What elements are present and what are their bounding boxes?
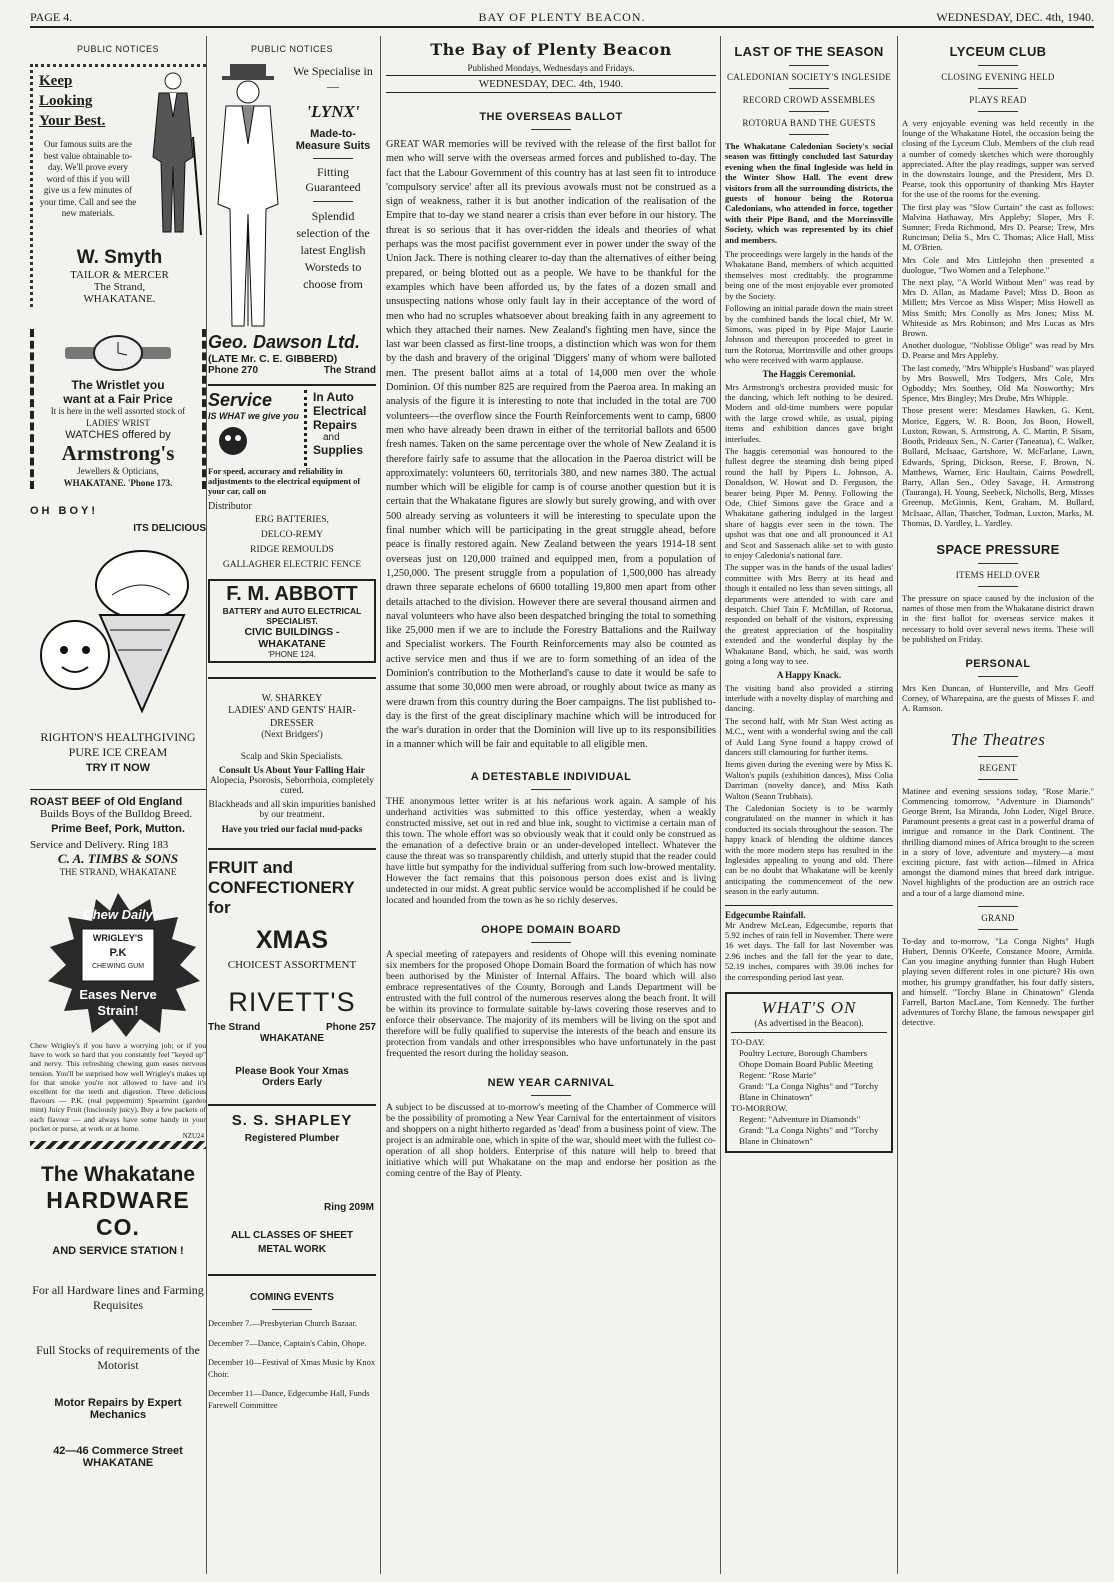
whats-on-tomorrow-2: Grand: "La Conga Nights" and "Torchy Blane in Chinatown" [739, 1125, 879, 1147]
timbs-ad [30, 789, 206, 877]
sawtooth-border [30, 1141, 206, 1149]
caledonian-p9: The Caledonian Society is to be warmly congratulated on the manner in which it has conducted its socials throughout the season. The happy knack of blending the oldtime dances with the more modern steps has resulted in the Inglesides appealing to young and old. There can be no doubt that Whakatane will be keenly anticipating the commencement of the new season in the early autumn. [725, 802, 893, 897]
personal-text: Mrs Ken Duncan, of Hunterville, and Mrs Geoff Corney, of Wharepaina, are the guests of Misses F. and A. Ramson. [902, 682, 1094, 714]
timbs-line-2: Prime Beef, Pork, Mutton. [51, 823, 185, 835]
rivett-line-5: Please Book Your Xmas [235, 1066, 349, 1077]
armstrong-name: Armstrong's [61, 441, 175, 465]
wrigley-ad [30, 891, 206, 1141]
timbs-address: THE STRAND, WHAKATANE [59, 867, 177, 877]
lyceum-p4: The next play, "A World Without Men" was read by Mrs D. Allan, as Madame Pavel; Miss D. Boon as Millett; Mrs Vercoe as Miss Wisper; Miss Howell as Miss Smith; Mrs Conolly as Mrs Jones; Miss M. Whiteside as Mrs Robinson; and Mrs Lucas as Mrs Brown. [902, 277, 1094, 339]
dawson-late: (LATE Mr. C. E. GIBBERD) [208, 353, 338, 365]
theatres-regent: REGENT [979, 762, 1017, 773]
caledonian-p4: The haggis ceremonial was honoured to the fullest degree the steaming dish being piped round the hall by Pipers L. Johnson, A. Donaldson, W. Howat and D. Ferguson, the bearer being Piper M. Penny. Following the Ode, Chief Simons gave the Grace and a Whakatane gathering indulged in the largest share of haggis ever seen in the town. The upshot was that one and all pronounced it A1 and Scot and Sassenach alike set to with gusto to enjoy Caledonia's national fare. [725, 445, 893, 561]
caledonian-lead: The Whakatane Caledonian Society's social season was fittingly concluded last Saturday evening when the final Ingleside was held in the Winter Show Hall. The event drew visitors from all the surrounding districts, the guests of honour being the Rotorua Caledonians, who attended in force, together with their Pipe Band, and the Morrinsville Society, which was represented by its chief and members. [725, 141, 893, 245]
dawson-lynx: 'LYNX' [306, 102, 360, 121]
page-number: PAGE 4. [30, 10, 73, 24]
abbott-r1: In Auto [313, 390, 354, 404]
hardware-line-6: Motor Repairs by Expert Mechanics [54, 1397, 182, 1421]
armstrong-line-2: want at a Fair Price [63, 392, 173, 406]
hardware-line-5: Full Stocks of requirements of the Motorist [36, 1343, 200, 1372]
caledonian-title: LAST OF THE SEASON [734, 44, 884, 59]
ballot-text: GREAT WAR memories will be revived with the release of the first ballot for men who will serve with the overseas armed forces and published to-day. The fact that the Labour Government of this country has at last seen fit to introduce 'compulsory service' after all its previous avowals must not be construed as a sign of weakness, rather it is but another indication of the realisation of the Empire that to-day we stand nearer a crisis than ever before in our history. The threat is so serious that it has over-ridden the ideals and theories of what perhaps was the most pacifist government ever in power under the sway of the Union Jack. There is nothing clearer to-day than the alternatives of either being prepared, or being blotted out as a people. We have to be thankful for the examples which have been afforded us, by the fates of a dozen small and unsuspecting nations whose only fault lay in their acceptance of the word of men who had no scruples whatsoever about breaking faith in any agreement to which they attached their names. New Zealand's fighting men have, since the last war been classed as first-line troops, a distinction which was won for them by the dash and bravery of the original 'Diggers' many of whom were balloted men. The present ballot aims at a total of 14,000 men over the whole Dominion. Of this number 825 are required from the Paeroa area. In making an analysis of the figure it is interesting to note that included in the total are 700 volunteers—the overflow since the Fourth Reinforcements went to camp, 6800 men who have already been drawn in either of the territorial ballots and 6500 fresh names. Taken on the same percentage over the whole of New Zealand it is therefore fairly safe to assume that the allocation in the Paeroa district will be approximately: volunteers 60, territorials 380, and new names 380. The actual number which will be eligible for camp is of course another question but it is certain that the Whakatane figures are slowly but surely growing, and with over 500 already serving as volunteers it will be interesting to speculate upon the final number which will be participating in the great struggle ahead, before peace is finally restored again. New Zealand between the years 1914-18 sent overseas just on 120,000 trained and equipped men, from a population of 1,250,000. The present struggle from a population of 1,500,000 has already drawn three separate echelons of 6600 totalling 19,800 men apart from other details attached to the division. However there are several thousand airmen and naval volunteers who have also been despatched bringing the total to something like 25,000 men if we are to include the Forestry Battalions and the Railway and Specialist workers. The Fourth Reinforcements may also be counted as active service men and thus if we are to form something of an idea of the Dominion's contribution to the Motherland's cause to date it would be safe to assume that some 30,000 men were abroad, or roughly about twice as many as were drawn from this country during the Boer campaigns. The list published to-day is the first of the great disciplinary machine which will be introduced for the war's duration in order that the Dominion will live up to its responsibilities in a manner which will be fair and equitable to all eligible men. [386, 139, 716, 751]
lyceum-p2: The first play was "Slow Curtain" the cast as follows: Malvina Hathaway, Mrs Appleby; Sloper, Mrs F. Sumner; Freda Richmond, Mrs D. Pearse; Trew, Mrs Runciman; Delia S., Mrs C. Thomas; Alice Hall, Miss M. O'Brien. [902, 201, 1094, 253]
icecream-line-2: PURE ICE CREAM [68, 745, 168, 759]
smyth-headline-1: Keep [39, 73, 73, 89]
caledonian-p2: Following an initial parade down the main street by the combined bands the local chief, Mr W. Simons, was piped in by Pipe Major Laurie Johnson and thereupon proceeded to greet in turn the Rotorua, Morrinsville and other groups who were received with warm applause. [725, 303, 893, 366]
event-item: December 11—Dance, Edgecumbe Hall, Funds Farewell Committee [208, 1388, 370, 1410]
page-header [30, 8, 1094, 28]
timbs-line-3: Service and Delivery. Ring 183 [30, 839, 169, 851]
shapley-line-3: METAL WORK [258, 1244, 326, 1255]
abbott-item-2: DELCO-REMY [260, 530, 324, 540]
wrigley-text: Chew Wrigley's if you have a worrying job; or if you have to work so hard that you constantly feel "keyed up" and nervy. This refreshing chewing gum eases nervous tension. You'll be surprised how well Wrigley's makes up for that smoke you're not allowed to have and it's excellent for the teeth and digestion. Three delicious flavours — P.K. (real peppermint) Spearmint (garden mint) Juicy Fruit (lusciously juicy). Buy a few packets of each flavour — and always have some handy in your pocket or purse, at work or at home. [30, 1041, 206, 1133]
lyceum-text: A very enjoyable evening was held recently in the lounge of the Whakatane Hotel, the occasion being the closing of the Lyceum Club. Members of the club read a number of comedy sketches which were thoroughly appreciated. After the play readings, supper was served in the downstairs lounge, and the President, Mrs D. Pearse, took this opportunity of thanking Mrs Hayter for the use of the rooms for the evening. [902, 118, 1094, 200]
dawson-line-4: Splendid selection of the latest English Worsteds to choose from [296, 209, 370, 291]
shapley-line-2: ALL CLASSES OF SHEET [230, 1230, 354, 1241]
lyceum-p6: The last comedy, "Mrs Whipple's Husband" was played by Mrs Boswell, Mrs Todgers, Mrs Cole, Mrs Ogboddy; Mrs Southey, Old Ma Nosworthy; Mrs Spence, Mrs Bingley; Mrs Drube, Mrs Whipple. [902, 362, 1094, 404]
sharkey-line-4: Consult Us About Your Falling Hair [219, 766, 365, 776]
rivett-line-3: XMAS [255, 926, 329, 954]
caledonian-p8: Items given during the evening were by Miss K. Walton's pupils (exhibition dances), Miss Colia Darriman (novelty dance), and Miss Kath Walton (Seann Trubhais). [725, 759, 893, 801]
caledonian-p7: The second half, with Mr Stan West acting as M.C., went with a wonderful swing and the call of Auld Lang Syne found a happy crowd of dancers still clamouring for further items. [725, 715, 893, 757]
issue-date: WEDNESDAY, DEC. 4th, 1940. [936, 10, 1094, 24]
smyth-addr-2: WHAKATANE. [83, 293, 156, 305]
caledonian-haggis-heading: The Haggis Ceremonial. [762, 368, 856, 379]
icecream-line-3: TRY IT NOW [85, 762, 151, 774]
caledonian-p6: The visiting band also provided a stirring interlude with a novelty display of marching and dancing. [725, 682, 893, 714]
event-item: December 7.—Presbyterian Church Bazaar. [208, 1318, 357, 1328]
column-news-2 [902, 36, 1094, 1574]
lyceum-p7: Those present were: Mesdames Hawken, G. Kent, Morice, Eggers, W. R. Boon, Jos Boon, Howell, Luxton, Rowan, S. Armstrong, A. C. Martin, P. Sisam, Booth, Prideaux Sen., N. Carter (Taneatua), C. Walker, Bullard, McIsaac, Gartshore, W. McFarlane, Lawn, Edwards, Spring, Dickson, Reese, F. Brown, N. Matthews, Warner, Eric Haultain, Cairns Powdrell, Barry, Allan Sen., Otley Savage, H. Armstrong (Tauranga), H. Young, Seebeck, Nicholls, Berg, Misses Greenup, McGinnis, Kent, Graham, M. Bullard, McIsaac, Allan, Thatcher, Todman, Luxton, Marks, M. Thomas, D. Yardley, L. Yardley. [902, 405, 1094, 528]
abbott-item-3: RIDGE REMOULDS [250, 545, 334, 555]
dawson-name: Geo. Dawson Ltd. [208, 332, 361, 352]
event-item: December 7—Dance, Captain's Cabin, Ohope. [208, 1337, 367, 1348]
icecream-line-1: RIGHTON'S HEALTHGIVING [40, 730, 196, 744]
space-text: The pressure on space caused by the inclusion of the names of those men from the Whakatane district drawn in the first ballot for overseas service makes it necessary to hold over several news items. These will be published on Friday. [902, 592, 1094, 644]
rivett-line-1: FRUIT and [208, 858, 293, 877]
whats-on-title: WHAT'S ON [761, 998, 857, 1018]
ice-cream-cone-illustration [30, 535, 206, 715]
personal-title: PERSONAL [965, 657, 1031, 670]
detestable-title: A DETESTABLE INDIVIDUAL [470, 770, 632, 783]
sharkey-ad [208, 677, 376, 834]
hardware-ad [30, 1163, 206, 1469]
smyth-addr-1: The Strand, [93, 281, 146, 293]
dawson-line-2: Made-to-Measure Suits [295, 128, 371, 152]
wrigley-brand: WRIGLEY'S [92, 933, 144, 943]
ohope-title: OHOPE DOMAIN BOARD [481, 923, 621, 936]
ohope-text: A special meeting of ratepayers and residents of Ohope will this evening nominate six members for the proposed Ohope Domain Board the formation of which has now been authorised by the Minister of Internal Affairs. The board which will also embrace representatives of the County, Borough and Lands Department will be entrusted with the full control of the numerous reserves along the beach front. It will be within its province to formulate suitable by-laws covering those reserves and to enforce their observance. The majority of its members will be living on the spot and therefore will be fully qualified to supervise the interests of the beach and ensure its protection from vandals and other irresponsibles who have unfortunately in the past frequented the resort during the holiday season. [386, 948, 716, 1059]
space-title: SPACE PRESSURE [936, 541, 1060, 557]
sharkey-line-5: Alopecia, Psorosis, Seborrhoia, completely cured. [209, 776, 375, 796]
rivett-phone: Phone 257 [325, 1022, 376, 1033]
smyth-headline-2: Looking [39, 93, 93, 109]
armstrong-line-5: Jewellers & Opticians, [77, 466, 159, 476]
wrigley-strain: Strain! [97, 1003, 139, 1018]
sharkey-name: W. SHARKEY [261, 693, 323, 704]
column-public-notices-1 [30, 36, 206, 1574]
abbott-item-1: ERG BATTERIES, [255, 515, 329, 525]
caledonian-knack-heading: A Happy Knack. [776, 669, 842, 680]
column-editorial [386, 36, 716, 1574]
abbott-r5: Supplies [313, 443, 364, 457]
man-in-suit-illustration [208, 64, 288, 334]
abbott-r6: For speed, accuracy and reliability in adjustments to the electrical equipment of your car, call on [208, 466, 361, 496]
shapley-ring: Ring 209M [323, 1202, 374, 1213]
sharkey-line-6: Blackheads and all skin impurities banished by our treatment. [208, 800, 376, 820]
abbott-line-2: CIVIC BUILDINGS - WHAKATANE [244, 626, 340, 650]
smyth-text: Our famous suits are the best value obtainable to-day. We'll prove every word of this if you will give us a few minutes of your time. Call and see the new materials. [39, 139, 137, 218]
shapley-name: S. S. SHAPLEY [231, 1112, 353, 1129]
theatres-grand-text: To-day and to-morrow, "La Conga Nights" Hugh Hubert, Dennis O'Keefe, Constance Moore, Armida. Can you imagine anything funnier than Hugh Hubert playing seven different roles in one picture? His own mother, his grumpy grandfather, his four daffy sisters, and himself. "Torchy Blane in Chinatown" Glenda Farrell, Barton MacLane, Tom Kennedy. The further adventures of Torchy Blane, the famous newspaper girl detective. [902, 935, 1094, 1028]
whats-on-today-1: Poultry Lecture, Borough Chambers [739, 1048, 868, 1059]
lyceum-sub-2: PLAYS READ [969, 95, 1027, 105]
abbott-line-1: BATTERY and AUTO ELECTRICAL SPECIALIST. [222, 606, 362, 626]
armstrong-line-6: WHAKATANE. 'Phone 173. [63, 477, 173, 488]
carnival-text: A subject to be discussed at to-morrow's meeting of the Chamber of Commerce will be the possibility of promoting a New Year Carnival for the entertainment of visitors and shoppers on a night hitherto regarded as 'dead' from a business point of view. The project is an admirable one, which in spite of the war, should meet with the fullest co-operation of all shop holders. Enterprise of this nature will help to breed that initiative which will put Whakatane on the map and endorse her position as the coming centre of the Bay of Plenty. [386, 1101, 716, 1179]
rivett-line-4: CHOICEST ASSORTMENT [227, 959, 357, 971]
hardware-line-3: AND SERVICE STATION ! [52, 1245, 184, 1257]
paper-name: BAY OF PLENTY BEACON. [478, 10, 646, 24]
rivett-strand: The Strand [208, 1022, 261, 1033]
wrigley-code: NZU24 [182, 1132, 204, 1140]
whats-on-today: TO-DAY. [731, 1037, 765, 1048]
smyth-trade: TAILOR & MERCER [70, 269, 169, 281]
theatres-grand: GRAND [981, 912, 1015, 923]
timbs-headline: ROAST BEEF of Old England [30, 796, 183, 808]
section-title: PUBLIC NOTICES [250, 44, 333, 54]
cartoon-mechanic-icon [208, 421, 258, 461]
sharkey-line-7: Have you tried our facial mud-packs [221, 824, 363, 834]
lyceum-sub-1: CLOSING EVENING HELD [941, 72, 1055, 82]
abbott-is: IS WHAT we give you [208, 411, 299, 421]
caledonian-p3: Mrs Armstrong's orchestra provided music for the dancing, which left nothing to be desired. Modern and old-time numbers were popular with the large crowd while, as usual, piping items and exhibition dances gave bright interludes. [725, 381, 893, 444]
shapley-line-1: Registered Plumber [244, 1133, 340, 1144]
lyceum-title: LYCEUM CLUB [949, 44, 1047, 59]
column-news-1 [725, 36, 893, 1574]
wrigley-chew-daily: Chew Daily [83, 907, 153, 922]
icecream-delicious: ITS DELICIOUS [133, 523, 206, 534]
rivett-town: WHAKATANE [259, 1033, 325, 1044]
whats-on-box [725, 992, 893, 1153]
detestable-text: THE anonymous letter writer is at his nefarious work again. A sample of his underhand activities was submitted to this office yesterday, when a weakly constructed missive, set out in red and blue ink, sought to victimise a certain man of this town. The whole effort was so obviously weak that it could only be construed as the emanation of a defective brain or an under-developed intellect. Whatever the cause the threat was so transparently childish, and utterly stupid that the reader could have little but sympathy for the individual suffering from such low-browed mentality. However the fact remains that this poisonous person does exist and is living undetected in our midst. A great public service would be accomplished if he could be located and hounded from the town as he so richly deserves. [386, 795, 716, 906]
abbott-line-3: 'PHONE 124. [268, 650, 316, 659]
smyth-headline-3: Your Best. [39, 113, 106, 129]
whats-on-tomorrow: TO-MORROW. [731, 1103, 788, 1114]
caledonian-sub-2: RECORD CROWD ASSEMBLES [742, 95, 876, 105]
publication-days: Published Mondays, Wednesdays and Fridays. [467, 63, 635, 73]
lyceum-p3: Mrs Cole and Mrs Littlejohn then presented a duologue, "Two Women and a Telephone." [902, 254, 1094, 275]
caledonian-sub-1: CALEDONIAN SOCIETY'S INGLESIDE [726, 72, 892, 82]
abbott-name: F. M. ABBOTT [226, 583, 358, 605]
dawson-line-1: We Specialise in— [293, 64, 373, 93]
icecream-oh-boy: OH BOY! [30, 505, 99, 517]
carnival-title: NEW YEAR CARNIVAL [487, 1076, 615, 1089]
sharkey-line-1: LADIES' AND GENTS' HAIR-DRESSER [228, 705, 356, 729]
caledonian-sub-3: ROTORUA BAND THE GUESTS [742, 118, 876, 128]
section-title: PUBLIC NOTICES [76, 44, 159, 54]
whats-on-today-2: Ohope Domain Board Public Meeting [739, 1059, 873, 1070]
abbott-service: Service [208, 390, 273, 410]
hardware-line-7: 42—46 Commerce Street [53, 1445, 183, 1457]
icecream-ad [30, 505, 206, 775]
caledonian-p5: The supper was in the hands of the usual ladies' committee with Mrs Berry at its head and though it entailed no less than seven sittings, all departments were attended to with care and despatch. Chief Tain F. McMillan, of Rotorua, responded on behalf of the visitors, expressing the greatest appreciation of the hospitality extended and the wonderful display by the Whakatane Band, which, he said, was worth going a long way to see. [725, 562, 893, 667]
abbott-ad [208, 384, 376, 663]
shapley-ad [208, 1104, 376, 1274]
dawson-strand: The Strand [323, 365, 376, 376]
whats-on-today-3: Regent: "Rose Marie" [739, 1070, 817, 1081]
hardware-line-2: HARDWARE CO. [46, 1187, 190, 1240]
hardware-line-4: For all Hardware lines and Farming Requisites [32, 1283, 204, 1312]
wrigley-pk: P.K [109, 947, 127, 959]
abbott-distributor: Distributor [208, 501, 252, 512]
armstrong-line-4: WATCHES offered by [65, 429, 171, 441]
suited-man-illustration [139, 67, 206, 242]
coming-events-title: COMING EVENTS [250, 1292, 334, 1303]
rivett-line-2: CONFECTIONERY for [208, 878, 355, 917]
armstrong-line-1: The Wristlet you [71, 378, 165, 392]
smyth-ad [30, 64, 206, 307]
timbs-name: C. A. TIMBS & SONS [57, 851, 179, 866]
wrigley-gum: CHEWING GUM [91, 963, 145, 970]
dawson-ad [208, 64, 376, 374]
ballot-title: THE OVERSEAS BALLOT [479, 111, 623, 123]
wristwatch-icon [63, 333, 173, 373]
abbott-item-4: GALLAGHER ELECTRIC FENCE [222, 560, 362, 570]
rivett-ad [208, 848, 376, 1088]
lyceum-p5: Another duologue, "Noblisse Oblige" was read by Mrs D. Pearse and Mrs Appleby. [902, 340, 1094, 361]
armstrong-line-3: It is here in the well assorted stock of LADIES' WRIST [50, 406, 186, 428]
wrigley-eases: Eases Nerve [79, 987, 157, 1002]
abbott-r4: and [323, 432, 340, 443]
rainfall-heading: Edgecumbe Rainfall. [725, 909, 806, 920]
rivett-line-6: Orders Early [261, 1077, 323, 1088]
column-public-notices-2 [208, 36, 376, 1574]
hardware-line-1: The Whakatane [40, 1163, 196, 1186]
armstrong-ad [30, 329, 206, 489]
sharkey-line-3: Scalp and Skin Specialists. [240, 752, 344, 762]
theatres-title: The Theatres [950, 729, 1046, 749]
rainfall-text: Mr Andrew McLean, Edgecumbe, reports that 5.92 inches of rain fell in November. There were 16 wet days. The fall for last November was 2.96 inches and the fall for the year to date, 52.19 inches, compares with 39.06 inches for the corresponding period last year. [725, 919, 893, 982]
space-sub: ITEMS HELD OVER [955, 569, 1041, 580]
event-item: December 10—Festival of Xmas Music by Knox Choir. [208, 1357, 376, 1379]
masthead: The Bay of Plenty Beacon [430, 40, 672, 59]
dawson-phone: Phone 270 [208, 365, 259, 376]
coming-events [208, 1274, 376, 1411]
hardware-line-8: WHAKATANE [82, 1457, 154, 1469]
editorial-date: WEDNESDAY, DEC. 4th, 1940. [386, 75, 716, 93]
smyth-name: W. Smyth [76, 247, 163, 268]
abbott-r2: Electrical [313, 404, 367, 418]
whats-on-today-4: Grand: "La Conga Nights" and "Torchy Blane in Chinatown" [739, 1081, 879, 1103]
whats-on-sub: (As advertised in the Beacon). [754, 1018, 864, 1029]
abbott-r3: Repairs [313, 418, 358, 432]
timbs-line-1: Builds Boys of the Bulldog Breed. [40, 808, 193, 820]
caledonian-p1: The proceedings were largely in the hands of the Whakatane Band, members of which acquitted themselves most creditably. the programme being one of the most enjoyable ever promoted by the Society. [725, 249, 893, 301]
whats-on-tomorrow-1: Regent: "Adventure in Diamonds" [739, 1114, 861, 1125]
dawson-line-3: Fitting Guaranteed [305, 165, 361, 194]
sharkey-line-2: (Next Bridgers') [261, 730, 323, 740]
theatres-regent-text: Matinee and evening sessions today, "Rose Marie." Commencing tomorrow, "Adventure in Diamonds" George Brent, Isa Miranda, John Loder, Nigel Bruce. Paramount presents a great cast in a powerful drama of intrigue and romance in the Dark Continent. The thrilling diamond mines of Africa brought to the screen in a story of love, adventure and mystery—a most exciting picture, fast with action—filmed in Africa amongst the diamond mines that breed dark intrigue. Novel highlights of the production are an ostrich race and a tour of a large diamond mine. [902, 785, 1094, 898]
rivett-name: RIVETT'S [228, 987, 356, 1017]
